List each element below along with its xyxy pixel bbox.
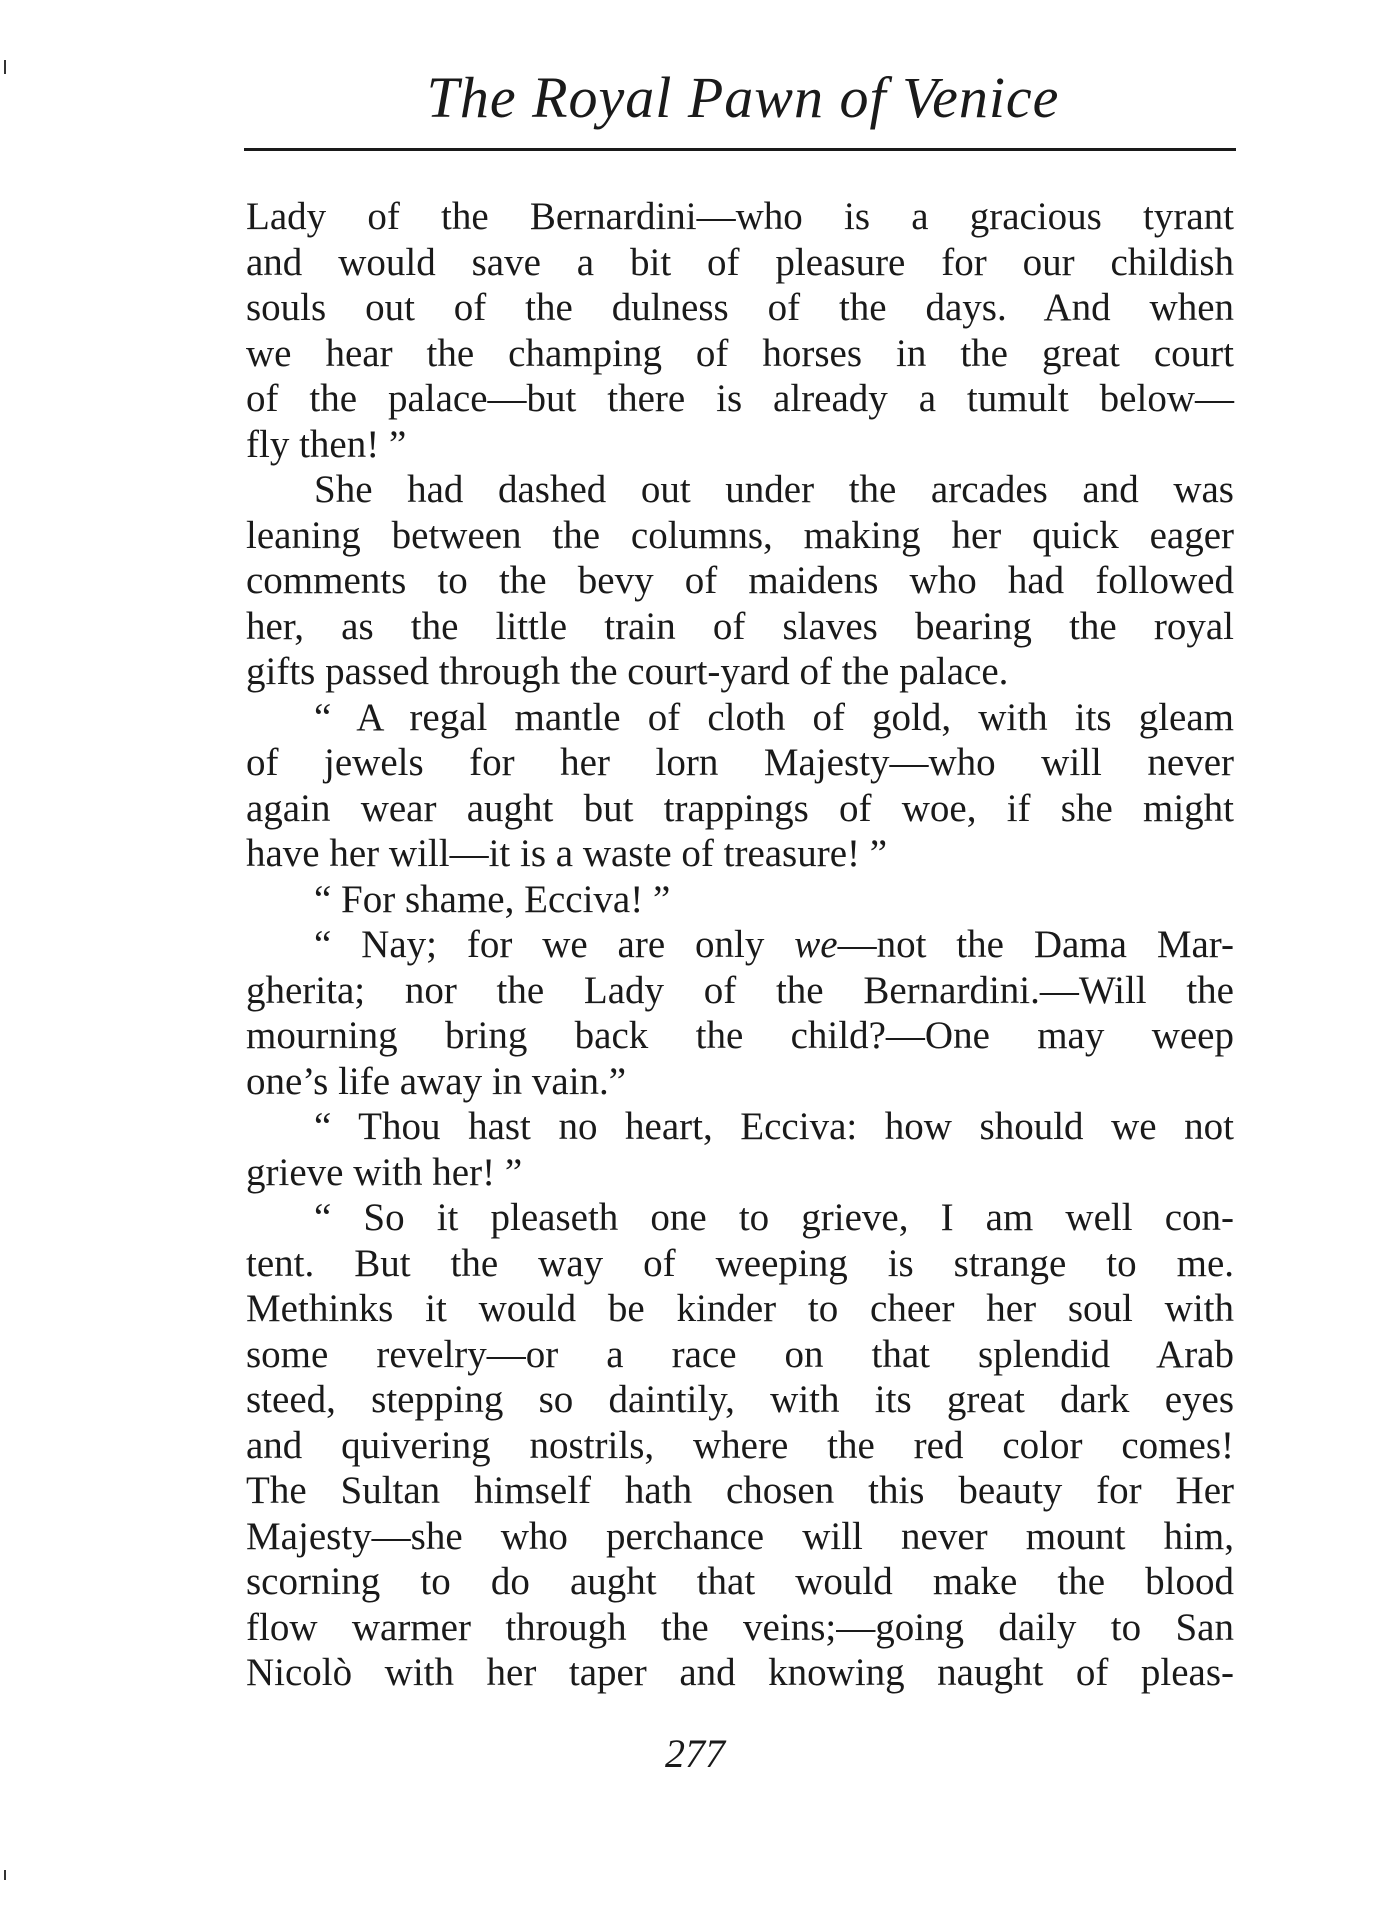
text-line: tent. But the way of weeping is strange to me.: [246, 1241, 1234, 1285]
text-line: The Sultan himself hath chosen this beauty for Her: [246, 1469, 1234, 1512]
body-text: [246, 194, 1234, 1696]
text-line: and would save a bit of pleasure for our childish: [246, 240, 1234, 284]
scan-edge-mark: [4, 60, 6, 74]
text-line: Methinks it would be kinder to cheer her soul with: [246, 1287, 1234, 1330]
text-line: fly then! ”: [246, 422, 407, 466]
text-line: grieve with her! ”: [246, 1150, 523, 1194]
text-line: “ Thou hast no heart, Ecciva: how should we not: [314, 1105, 1234, 1148]
text-line-with-italic: “ Nay; for we are only we—not the Dama Mar-: [314, 923, 1234, 966]
text-line: souls out of the dulness of the days. And when: [246, 286, 1234, 329]
text-line: gherita; nor the Lady of the Bernardini.—Will the: [246, 968, 1234, 1012]
text-line: “ So it pleaseth one to grieve, I am well con-: [314, 1196, 1234, 1239]
scan-edge-mark: [4, 1870, 6, 1880]
text-line: “ A regal mantle of cloth of gold, with its gleam: [314, 695, 1234, 739]
text-line: of jewels for her lorn Majesty—who will never: [246, 741, 1234, 784]
text-line: one’s life away in vain.”: [246, 1059, 627, 1103]
header-rule: [244, 148, 1236, 151]
text-line: scorning to do aught that would make the blood: [246, 1560, 1234, 1603]
text-line: Nicolò with her taper and knowing naught of pleas-: [246, 1651, 1234, 1694]
text-line: have her will—it is a waste of treasure! ”: [246, 832, 888, 875]
text-line: flow warmer through the veins;—going daily to San: [246, 1605, 1234, 1649]
text-line: some revelry—or a race on that splendid Arab: [246, 1332, 1234, 1376]
text-line: She had dashed out under the arcades and was: [314, 468, 1234, 511]
text-line: her, as the little train of slaves bearing the royal: [246, 604, 1234, 648]
text-line: leaning between the columns, making her quick eager: [246, 513, 1234, 557]
text-line: again wear aught but trappings of woe, if she might: [246, 786, 1234, 830]
text-line: Lady of the Bernardini—who is a gracious tyrant: [246, 195, 1234, 238]
text-line: comments to the bevy of maidens who had followed: [246, 559, 1234, 602]
text-line: we hear the champing of horses in the great court: [246, 331, 1234, 375]
text-line: “ For shame, Ecciva! ”: [314, 877, 671, 921]
text-line: mourning bring back the child?—One may weep: [246, 1014, 1234, 1057]
text-line: gifts passed through the court-yard of the palace.: [246, 650, 1009, 693]
running-head-title: The Royal Pawn of Venice: [426, 65, 1060, 130]
italic-word: we: [794, 923, 838, 966]
text-line: of the palace—but there is already a tumult below—: [246, 377, 1234, 420]
page-number: 277: [665, 1731, 725, 1776]
text-line: Majesty—she who perchance will never mount him,: [246, 1514, 1234, 1558]
text-line: and quivering nostrils, where the red color comes!: [246, 1423, 1234, 1467]
text-line: steed, stepping so daintily, with its great dark eyes: [246, 1378, 1234, 1421]
